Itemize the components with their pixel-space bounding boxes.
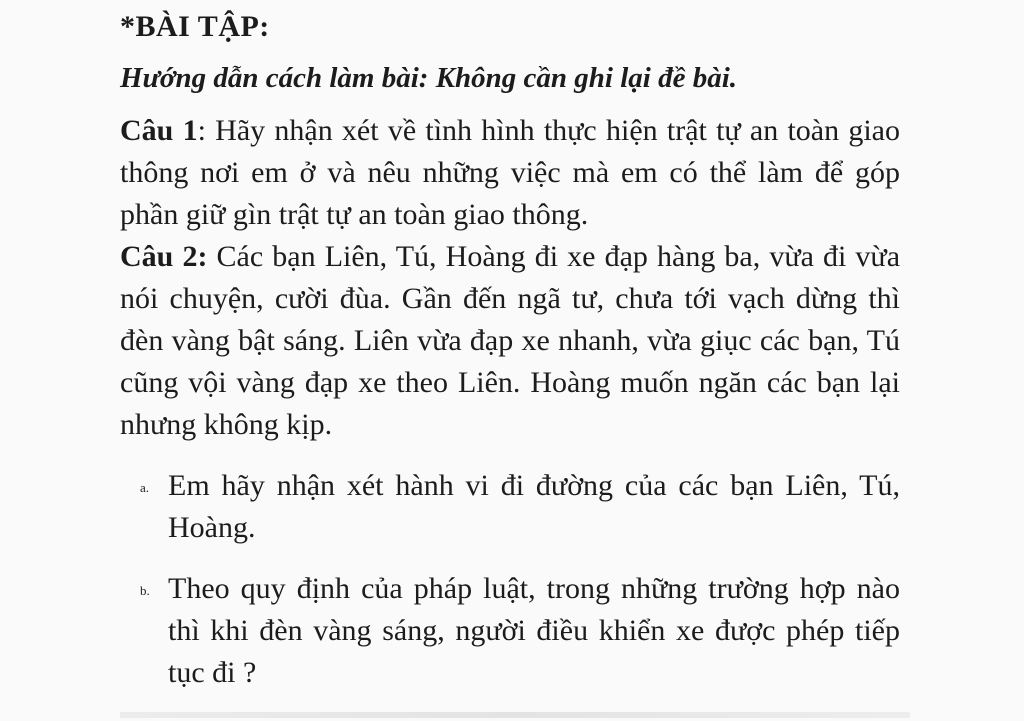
question-2 [120,236,900,446]
question-2-text: Các bạn Liên, Tú, Hoàng đi xe đạp hàng ba, vừa đi vừa nói chuyện, cười đùa. Gần đến ngã tư, chưa tới vạch dừng thì đèn vàng bật sáng. Liên vừa đạp xe nhanh, vừa giục các bạn, Tú cũng vội vàng đạp xe theo Liên. Hoàng muốn ngăn các bạn lại nhưng không kịp. [120,240,901,441]
question-2-label: Câu 2: [120,240,208,273]
cut-off-text-fade [120,712,910,718]
question-1 [120,110,900,236]
exercise-heading: *BÀI TẬP: [120,10,270,43]
part-a-text: Em hãy nhận xét hành vi đi đường của các bạn Liên, Tú, Hoàng. [168,469,900,544]
question-1-text: : Hãy nhận xét về tình hình thực hiện trật tự an toàn giao thông nơi em ở và nêu những việc mà em có thể làm để góp phần giữ gìn trật tự an toàn giao thông. [120,114,900,231]
question-1-label: Câu 1 [120,114,198,147]
part-b-text: Theo quy định của pháp luật, trong những trường hợp nào thì khi đèn vàng sáng, người điều khiển xe được phép tiếp tục đi ? [168,572,900,689]
question-2-part-a [140,465,900,549]
part-b-marker: b. [140,583,150,598]
part-a-marker: a. [140,480,150,495]
question-2-part-b [140,568,900,694]
instruction-line: Hướng dẫn cách làm bài: Không cần ghi lại đề bài. [120,62,738,94]
